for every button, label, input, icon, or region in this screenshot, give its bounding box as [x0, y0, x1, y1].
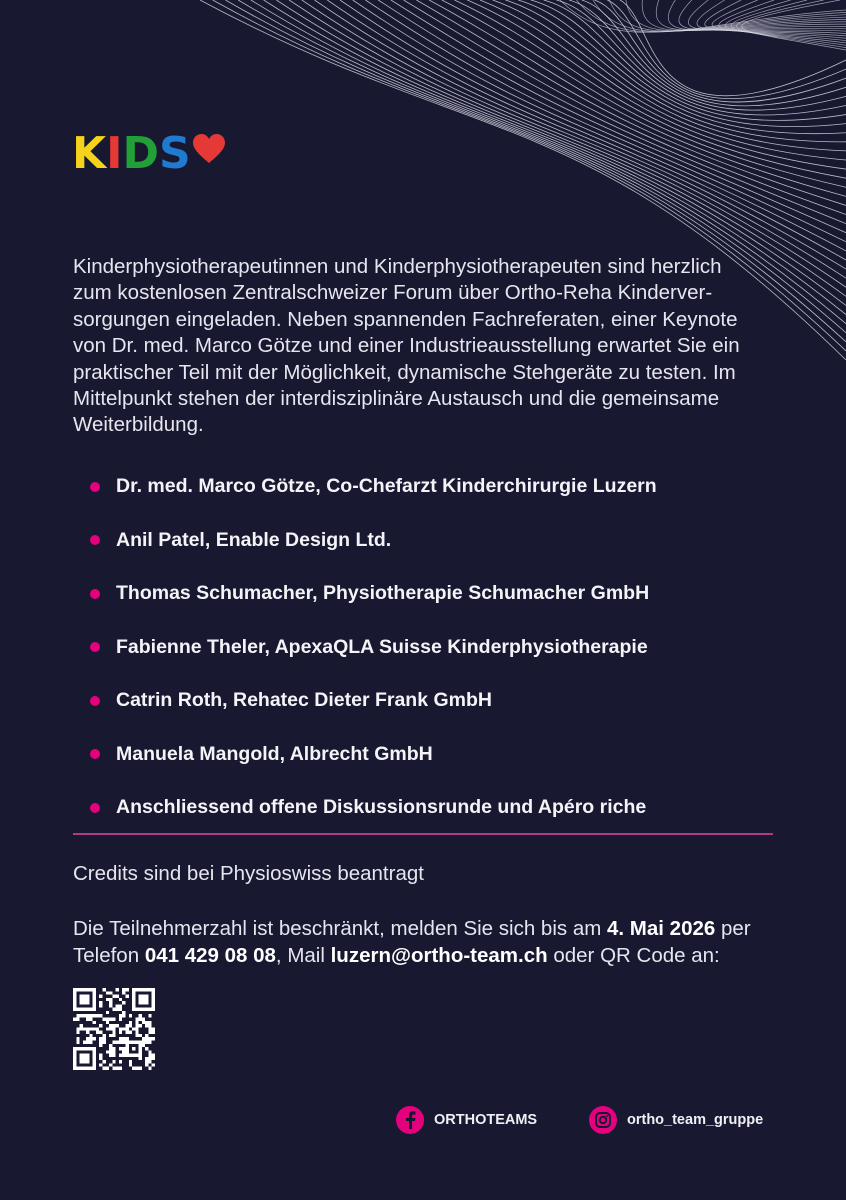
- logo-letter-k: K: [72, 128, 107, 179]
- phone-number[interactable]: 041 429 08 08: [144, 943, 276, 967]
- registration-text: per: [715, 917, 751, 940]
- intro-line: zum kostenlosen Zentralschweizer Forum über Ortho-Reha Kinderver-: [73, 281, 713, 305]
- registration-text: oder QR Code an:: [547, 943, 720, 967]
- bullet-icon: [90, 696, 100, 706]
- intro-line: Weiterbildung.: [73, 413, 204, 437]
- registration-info: [73, 916, 793, 969]
- speaker-item: [90, 621, 657, 675]
- registration-text: Die Teilnehmerzahl ist beschränkt, melden Sie sich bis am: [73, 917, 608, 940]
- intro-line: praktischer Teil mit der Möglichkeit, dynamische Stehgeräte zu testen. Im: [73, 360, 736, 384]
- intro-line: sorgungen eingeladen. Neben spannenden Fachreferaten, einer Keynote: [73, 307, 738, 331]
- intro-line: Mittelpunkt stehen der interdisziplinäre Austausch und die gemeinsame: [73, 387, 720, 411]
- speaker-item: [90, 514, 657, 568]
- instagram-icon: [589, 1106, 617, 1134]
- registration-text: , Mail: [275, 943, 331, 967]
- bullet-icon: [90, 589, 100, 599]
- intro-line: Kinderphysiotherapeutinnen und Kinderphysiotherapeuten sind herzlich: [73, 255, 722, 278]
- speaker-item: [90, 674, 657, 728]
- facebook-link[interactable]: [396, 1106, 537, 1134]
- instagram-label: ortho_team_gruppe: [627, 1112, 764, 1128]
- facebook-label: ORTHOTEAMS: [434, 1112, 538, 1128]
- speaker-item: [90, 567, 657, 621]
- intro-paragraph: [73, 254, 783, 439]
- speaker-item: [90, 460, 657, 514]
- credits-note: Credits sind bei Physioswiss beantragt: [73, 862, 424, 885]
- logo-letter-s: S: [159, 128, 191, 179]
- registration-deadline: 4. Mai 2026: [607, 917, 716, 940]
- qr-code-icon[interactable]: [73, 988, 155, 1070]
- speaker-text: Dr. med. Marco Götze, Co-Chefarzt Kinderchirurgie Luzern: [116, 475, 657, 498]
- bullet-icon: [90, 803, 100, 813]
- bullet-icon: [90, 482, 100, 492]
- logo-letter-d: D: [122, 128, 160, 179]
- speaker-text: Manuela Mangold, Albrecht GmbH: [116, 742, 433, 765]
- facebook-icon: [396, 1106, 424, 1134]
- heart-icon: [193, 128, 225, 172]
- speaker-text: Fabienne Theler, ApexaQLA Suisse Kinderphysiotherapie: [116, 635, 648, 658]
- bullet-icon: [90, 749, 100, 759]
- bullet-icon: [90, 642, 100, 652]
- speaker-text: Anil Patel, Enable Design Ltd.: [116, 528, 392, 551]
- intro-line: von Dr. med. Marco Götze und einer Industrieausstellung erwartet Sie ein: [73, 334, 740, 358]
- speaker-text: Thomas Schumacher, Physiotherapie Schumacher GmbH: [116, 582, 650, 605]
- bullet-icon: [90, 535, 100, 545]
- kids-logo: [72, 128, 225, 179]
- speaker-item: [90, 781, 657, 835]
- speaker-item: [90, 728, 657, 782]
- section-divider: [73, 833, 773, 835]
- speaker-text: Anschliessend offene Diskussionsrunde und Apéro riche: [116, 796, 647, 819]
- speaker-list: [90, 460, 657, 835]
- registration-text: Telefon: [73, 943, 145, 967]
- logo-letter-i: I: [106, 128, 123, 179]
- instagram-link[interactable]: [589, 1106, 763, 1134]
- speaker-text: Catrin Roth, Rehatec Dieter Frank GmbH: [116, 689, 492, 712]
- email-link[interactable]: luzern@ortho-team.ch: [330, 943, 548, 967]
